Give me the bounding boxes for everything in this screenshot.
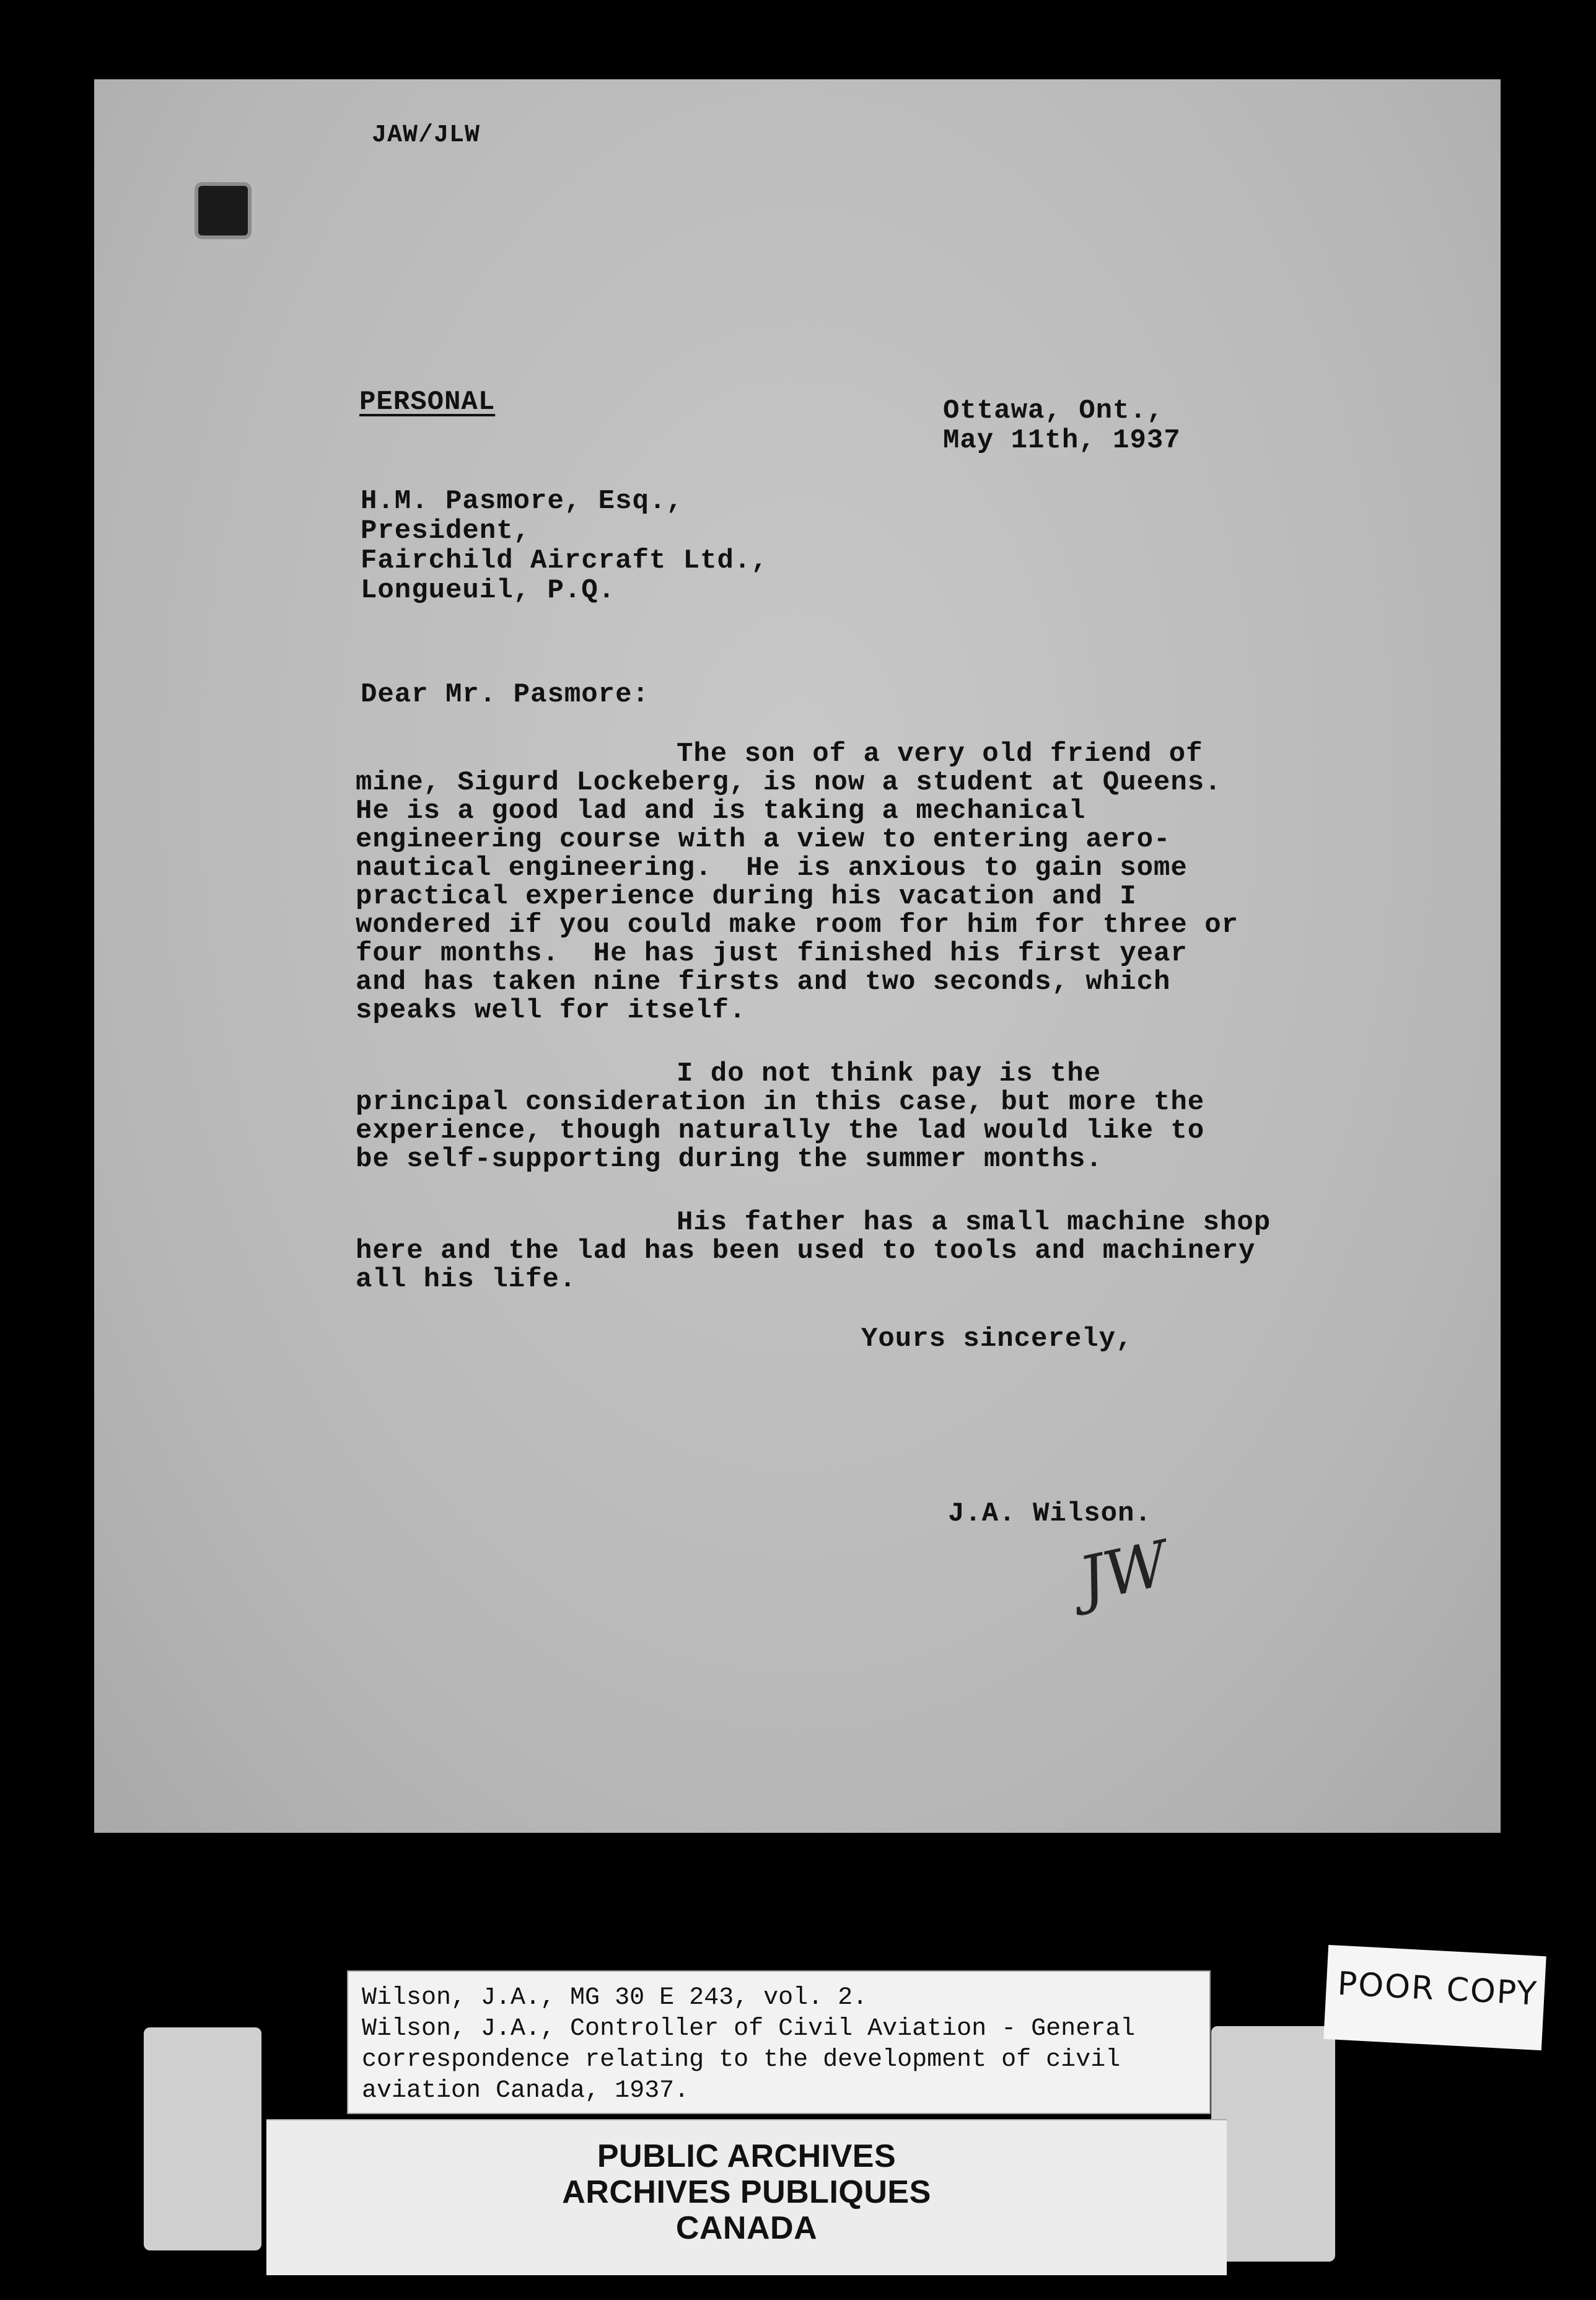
body-line: wondered if you could make room for him for three or <box>356 910 1239 941</box>
body-line: principal consideration in this case, but more the <box>356 1087 1205 1118</box>
body-line: engineering course with a view to entering aero- <box>356 824 1171 855</box>
recipient-line: Fairchild Aircraft Ltd., <box>361 545 768 576</box>
body-line: nautical engineering. He is anxious to gain some <box>356 853 1188 884</box>
archive-label <box>347 1970 1211 2114</box>
body-line: four months. He has just finished his first year <box>356 938 1188 969</box>
body-line: mine, Sigurd Lockeberg, is now a student at Queens. <box>356 767 1222 798</box>
label-line: Wilson, J.A., Controller of Civil Aviation - General <box>362 2015 1136 2043</box>
label-line: aviation Canada, 1937. <box>362 2077 690 2105</box>
label-line: Wilson, J.A., MG 30 E 243, vol. 2. <box>362 1984 868 2012</box>
body-line: I do not think pay is the <box>677 1058 1102 1089</box>
salutation: Dear Mr. Pasmore: <box>361 679 649 710</box>
body-line: His father has a small machine shop <box>677 1207 1271 1238</box>
reference-code: JAW/JLW <box>372 121 481 149</box>
body-line: practical experience during his vacation and I <box>356 881 1137 912</box>
recipient-line: H.M. Pasmore, Esq., <box>361 486 683 517</box>
letter-heading: PERSONAL <box>359 387 496 418</box>
body-line: be self-supporting during the summer months. <box>356 1144 1103 1175</box>
paper-clip-mark <box>198 186 248 235</box>
archive-stamp <box>266 2119 1227 2275</box>
signatory: J.A. Wilson. <box>948 1498 1152 1529</box>
body-line: The son of a very old friend of <box>677 739 1203 770</box>
letter-place: Ottawa, Ont., <box>943 395 1164 426</box>
body-line: and has taken nine firsts and two seconds, which <box>356 967 1171 998</box>
folder-tab-left <box>144 2027 261 2250</box>
poor-copy-note <box>1323 1945 1546 2050</box>
body-line: speaks well for itself. <box>356 995 747 1026</box>
closing: Yours sincerely, <box>861 1323 1133 1354</box>
stamp-line: ARCHIVES PUBLIQUES <box>562 2174 931 2210</box>
stamp-line: CANADA <box>675 2210 818 2246</box>
folder-tab-right <box>1211 2026 1335 2262</box>
handwritten-initials: JW <box>1072 1527 1175 1617</box>
body-line: experience, though naturally the lad would like to <box>356 1115 1205 1146</box>
letter-sheet <box>94 79 1501 1833</box>
recipient-line: Longueuil, P.Q. <box>361 575 616 606</box>
body-line: here and the lad has been used to tools and machinery <box>356 1236 1256 1266</box>
label-line: correspondence relating to the development of civil <box>362 2046 1121 2074</box>
letter-date: May 11th, 1937 <box>943 425 1181 456</box>
body-line: all his life. <box>356 1264 577 1295</box>
body-line: He is a good lad and is taking a mechanical <box>356 796 1086 827</box>
recipient-line: President, <box>361 516 531 546</box>
stamp-line: PUBLIC ARCHIVES <box>597 2138 897 2174</box>
poor-copy-text: POOR COPY <box>1336 1965 1539 2013</box>
